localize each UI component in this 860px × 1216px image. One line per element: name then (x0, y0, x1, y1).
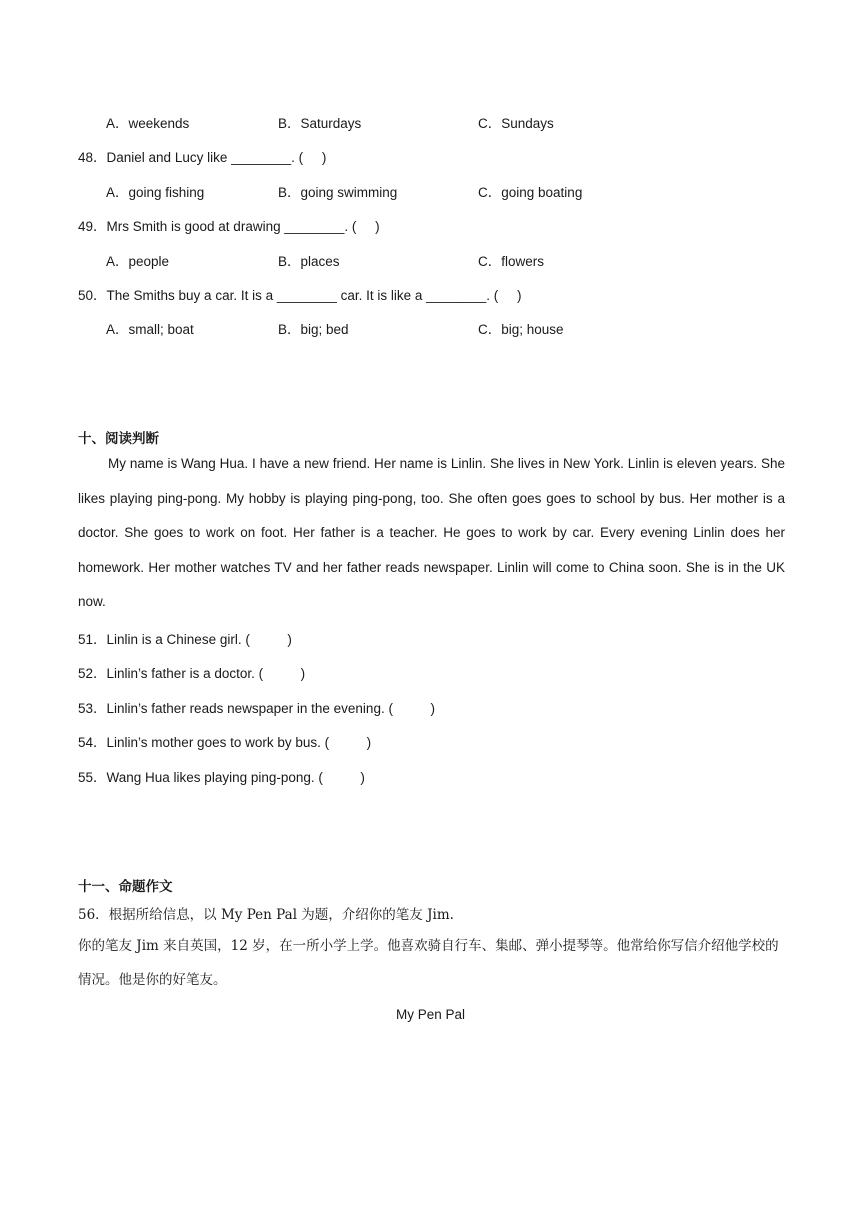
section-11-heading: 十一、命题作文 (78, 879, 173, 895)
q49-option-b[interactable]: B．places (278, 254, 340, 269)
composition-title: My Pen Pal (396, 1007, 466, 1022)
q49-option-c[interactable]: C．flowers (478, 254, 545, 269)
q48-stem: 48．Daniel and Lucy like ________. ( ) (78, 150, 327, 165)
q56-stem: 56．根据所给信息，以 My Pen Pal 为题，介绍你的笔友 Jim. (78, 907, 454, 923)
reading-passage-text: My name is Wang Hua. I have a new friend. Her name is Linlin. She lives in New York. Linlin is eleven years. She likes playing ping-pong. My hobby is playing ping-pong, too. She often goes goes to school by bus. Her mother is a doctor. She goes to work on foot. Her father is a teacher. He goes to work by car. Every evening Linlin does her homework. Her mother watches TV and her father reads newspaper. Linlin will come to China soon. She is in the UK now. (78, 456, 785, 609)
judgement-item-55: 55．Wang Hua likes playing ping-pong. ( ) (78, 770, 365, 785)
q47-option-c[interactable]: C．Sundays (478, 116, 554, 131)
q48-option-a[interactable]: A．going fishing (106, 185, 205, 200)
q50-option-a[interactable]: A．small; boat (106, 322, 194, 337)
judgement-item-54: 54．Linlin’s mother goes to work by bus. ( ) (78, 735, 372, 750)
section-10-heading: 十、阅读判断 (78, 431, 159, 447)
q48-option-b[interactable]: B．going swimming (278, 185, 398, 200)
q50-option-b[interactable]: B．big; bed (278, 322, 349, 337)
judgement-item-52: 52．Linlin’s father is a doctor. ( ) (78, 666, 306, 681)
q47-option-b[interactable]: B．Saturdays (278, 116, 362, 131)
q47-option-a[interactable]: A．weekends (106, 116, 190, 131)
q50-stem: 50．The Smiths buy a car. It is a ________ car. It is like a ________. ( ) (78, 288, 522, 303)
q50-option-c[interactable]: C．big; house (478, 322, 564, 337)
reading-passage (78, 447, 785, 620)
judgement-item-51: 51．Linlin is a Chinese girl. ( ) (78, 632, 292, 647)
judgement-item-53: 53．Linlin’s father reads newspaper in the evening. ( ) (78, 701, 435, 716)
q49-option-a[interactable]: A．people (106, 254, 170, 269)
writing-prompt: 你的笔友 Jim 来自英国，12 岁，在一所小学上学。他喜欢骑自行车、集邮、弹小提琴等。他常给你写信介绍他学校的情况。他是你的好笔友。 (78, 938, 779, 988)
q48-option-c[interactable]: C．going boating (478, 185, 583, 200)
q49-stem: 49．Mrs Smith is good at drawing ________. ( ) (78, 219, 380, 234)
